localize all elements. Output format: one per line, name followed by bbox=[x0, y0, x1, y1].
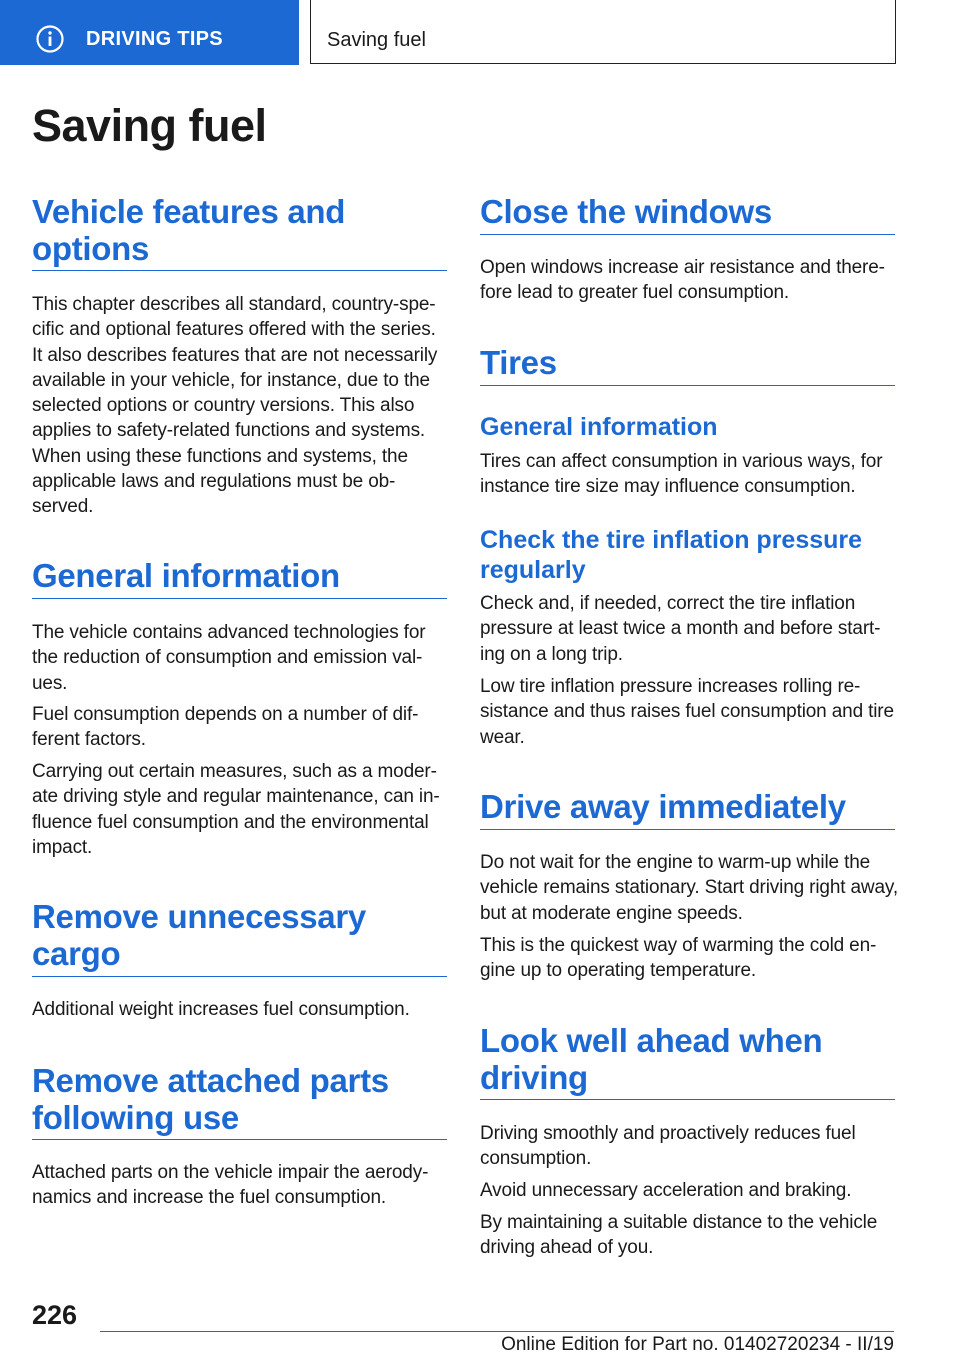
info-icon bbox=[35, 24, 65, 54]
paragraph-general-2: Fuel consumption depends on a number of dif-ferent factors. bbox=[32, 704, 419, 751]
paragraph-vehicle-features: This chapter describes all standard, country-spe-cific and optional features offered with the series. It also describes features that are not necessarily available in your vehicle, for instance, due to the selected options or country versions. This also applies to safety-related functions and systems. When using these functions and systems, the applicable laws and regulations must be ob-served. bbox=[32, 294, 438, 518]
paragraph-close-windows: Open windows increase air resistance and there-fore lead to greater fuel consumption. bbox=[480, 257, 885, 304]
paragraph-general-3: Carrying out certain measures, such as a moder-ate driving style and regular maintenance, can in-fluence fuel consumption and the environmental impact. bbox=[32, 761, 440, 858]
heading-rule bbox=[480, 829, 895, 830]
section-label: DRIVING TIPS bbox=[86, 28, 223, 50]
heading-rule bbox=[32, 598, 447, 599]
heading-rule bbox=[480, 385, 895, 386]
paragraph-drive-away-1: Do not wait for the engine to warm-up while the vehicle remains stationary. Start driving right away, but at moderate engine speeds. bbox=[480, 852, 898, 924]
paragraph-remove-cargo: Additional weight increases fuel consumption. bbox=[32, 999, 410, 1020]
heading-general-information: General information bbox=[32, 557, 340, 594]
section-tab bbox=[0, 0, 299, 65]
subheading-tires-general: General information bbox=[480, 413, 718, 441]
paragraph-tire-pressure-2: Low tire inflation pressure increases rolling re-sistance and thus raises fuel consumption and tire wear. bbox=[480, 676, 894, 748]
paragraph-remove-attached: Attached parts on the vehicle impair the aerody-namics and increase the fuel consumption. bbox=[32, 1162, 429, 1209]
subheading-tire-pressure: Check the tire inflation pressure regularly bbox=[480, 526, 863, 584]
heading-vehicle-features: Vehicle features and options bbox=[32, 193, 346, 267]
paragraph-general-1: The vehicle contains advanced technologies for the reduction of consumption and emission val-ues. bbox=[32, 622, 426, 694]
heading-close-windows: Close the windows bbox=[480, 193, 772, 230]
heading-tires: Tires bbox=[480, 344, 557, 381]
paragraph-look-ahead-2: Avoid unnecessary acceleration and braking. bbox=[480, 1180, 852, 1201]
heading-remove-attached: Remove attached parts following use bbox=[32, 1062, 389, 1136]
paragraph-tire-pressure-1: Check and, if needed, correct the tire inflation pressure at least twice a month and before start-ing on a long trip. bbox=[480, 593, 881, 665]
chapter-header bbox=[310, 0, 896, 64]
heading-rule bbox=[32, 270, 447, 271]
edition-text: Online Edition for Part no. 01402720234 - II/19 bbox=[501, 1334, 894, 1355]
paragraph-look-ahead-1: Driving smoothly and proactively reduces fuel consumption. bbox=[480, 1123, 856, 1170]
heading-remove-cargo: Remove unnecessary cargo bbox=[32, 898, 366, 972]
page-title: Saving fuel bbox=[32, 100, 267, 151]
heading-rule bbox=[480, 234, 895, 235]
paragraph-tires-general: Tires can affect consumption in various ways, for instance tire size may influence consumption. bbox=[480, 451, 883, 498]
heading-rule bbox=[480, 1099, 895, 1100]
heading-drive-away: Drive away immediately bbox=[480, 788, 846, 825]
paragraph-drive-away-2: This is the quickest way of warming the cold en-gine up to operating temperature. bbox=[480, 935, 877, 982]
footer-rule bbox=[100, 1331, 894, 1332]
heading-look-ahead: Look well ahead when driving bbox=[480, 1022, 823, 1096]
page-number: 226 bbox=[32, 1300, 78, 1330]
chapter-label: Saving fuel bbox=[327, 29, 426, 51]
heading-rule bbox=[32, 1139, 447, 1140]
paragraph-look-ahead-3: By maintaining a suitable distance to the vehicle driving ahead of you. bbox=[480, 1212, 878, 1259]
heading-rule bbox=[32, 976, 447, 977]
